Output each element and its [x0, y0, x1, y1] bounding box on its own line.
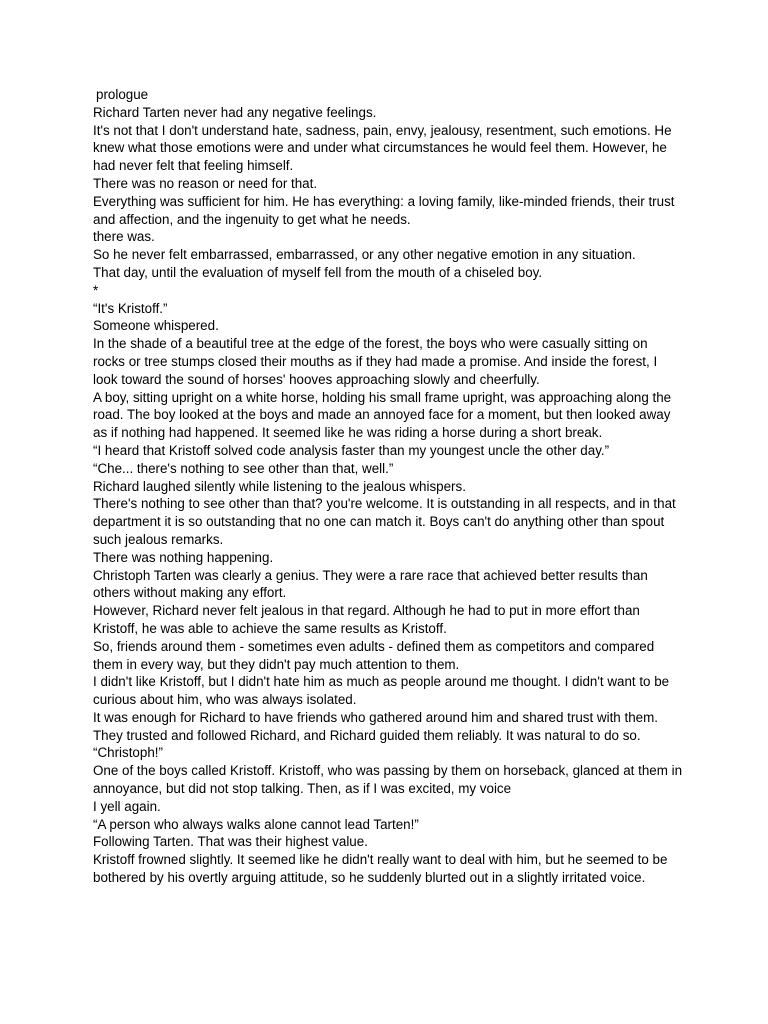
paragraph: Christoph Tarten was clearly a genius. They were a rare race that achieved better results than others without making any effort. [93, 567, 652, 601]
paragraph: I didn't like Kristoff, but I didn't hate him as much as people around me thought. I didn't want to be curious about him, who was always isolated. [93, 674, 673, 708]
paragraph: Richard Tarten never had any negative feelings. [93, 104, 377, 120]
chapter-title: prologue [96, 87, 149, 102]
paragraph: Richard laughed silently while listening to the jealous whispers. [93, 478, 466, 494]
paragraph: Kristoff frowned slightly. It seemed like he didn't really want to deal with him, but he seemed to be bothered by his overtly arguing attitude, so he suddenly blurted out in a slightly irritated voice. [93, 852, 672, 886]
paragraph: That day, until the evaluation of myself fell from the mouth of a chiseled boy. [93, 264, 543, 280]
paragraph: Following Tarten. That was their highest value. [93, 834, 368, 850]
paragraph: Someone whispered. [93, 318, 219, 334]
paragraph: “It's Kristoff.” [93, 300, 168, 316]
paragraph: “Christoph!” [93, 745, 163, 761]
paragraph: There was nothing happening. [93, 549, 274, 565]
paragraph: It was enough for Richard to have friends who gathered around him and shared trust with them. They trusted and followed Richard, and Richard guided them reliably. It was natural to do so. [93, 709, 662, 743]
paragraph: “I heard that Kristoff solved code analysis faster than my youngest uncle the other day.” [93, 442, 610, 458]
paragraph: “A person who always walks alone cannot lead Tarten!” [93, 816, 419, 832]
paragraph: Everything was sufficient for him. He has everything: a loving family, like-minded friends, their trust and affection, and the ingenuity to get what he needs. [93, 193, 679, 227]
paragraph: “Che... there's nothing to see other than that, well.” [93, 460, 394, 476]
paragraph: It's not that I don't understand hate, sadness, pain, envy, jealousy, resentment, such emotions. He knew what those emotions were and under what circumstances he would feel them. However, he had never felt that feeling himself. [93, 122, 676, 174]
paragraph: There's nothing to see other than that? you're welcome. It is outstanding in all respects, and in that department it is so outstanding that no one can match it. Boys can't do anything other than spout such jealous remarks. [93, 496, 680, 547]
paragraph: One of the boys called Kristoff. Kristoff, who was passing by them on horseback, glanced at them in annoyance, but did not stop talking. Then, as if I was excited, my voice [93, 763, 686, 797]
document-page [93, 86, 686, 887]
section-separator: * [93, 282, 99, 298]
paragraph: There was no reason or need for that. [93, 175, 318, 191]
paragraph: So he never felt embarrassed, embarrassed, or any other negative emotion in any situation. [93, 247, 636, 263]
paragraph: A boy, sitting upright on a white horse, holding his small frame upright, was approaching along the road. The boy looked at the boys and made an annoyed face for a moment, but then looked away as if nothing had happened. It seemed like he was riding a horse during a short break. [93, 389, 675, 441]
paragraph: In the shade of a beautiful tree at the edge of the forest, the boys who were casually sitting on rocks or tree stumps closed their mouths as if they had made a promise. And inside the forest, I look toward the sound of horses' hooves approaching slowly and cheerfully. [93, 336, 661, 387]
paragraph: there was. [93, 229, 155, 245]
paragraph: However, Richard never felt jealous in that regard. Although he had to put in more effort than Kristoff, he was able to achieve the same results as Kristoff. [93, 603, 644, 636]
paragraph: So, friends around them - sometimes even adults - defined them as competitors and compared them in every way, but they didn't pay much attention to them. [93, 638, 658, 672]
paragraph: I yell again. [93, 798, 161, 814]
